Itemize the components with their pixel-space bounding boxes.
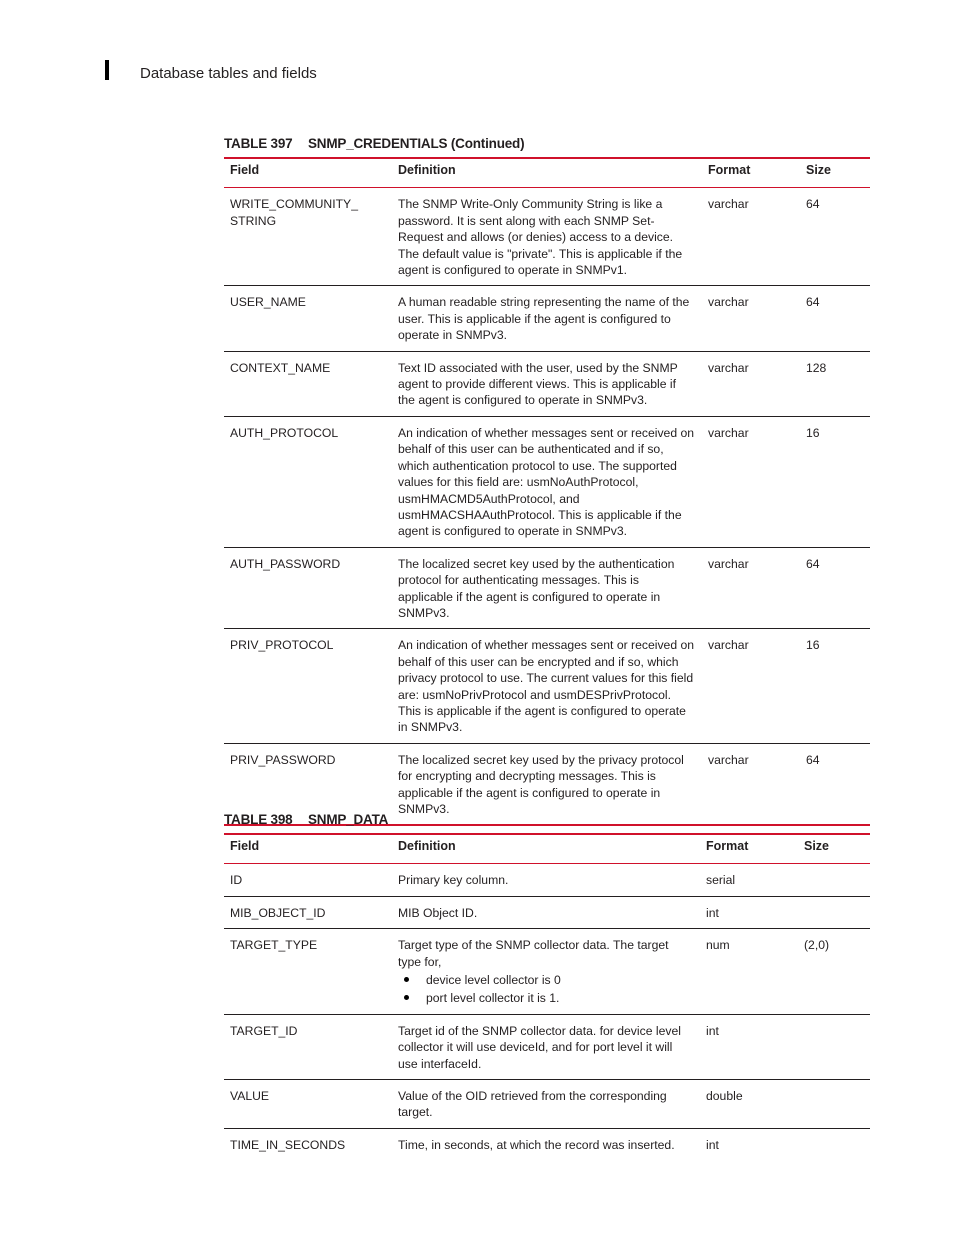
- cell-size: (2,0): [804, 938, 830, 953]
- cell-field: WRITE_COMMUNITY_ STRING: [230, 197, 358, 228]
- cell-definition: A human readable string representing the name of the user. This is applicable if the agent is configured to operate in SNMPv3.: [398, 295, 690, 343]
- table-397-title: SNMP_CREDENTIALS (Continued): [308, 136, 525, 151]
- cell-definition: Value of the OID retrieved from the corresponding target.: [398, 1089, 667, 1120]
- column-header-size: Size: [806, 163, 832, 177]
- cell-format: int: [706, 1023, 719, 1038]
- table-row: [224, 351, 870, 416]
- cell-field: PRIV_PROTOCOL: [230, 638, 334, 653]
- cell-format: int: [706, 905, 719, 920]
- column-header-field: Field: [230, 163, 260, 177]
- cell-definition: Primary key column.: [398, 873, 509, 888]
- cell-format: varchar: [708, 556, 749, 571]
- column-header-field: Field: [230, 839, 260, 853]
- cell-field: PRIV_PASSWORD: [230, 752, 336, 767]
- cell-field: TARGET_ID: [230, 1023, 298, 1038]
- table-398-header-row: [224, 834, 870, 864]
- cell-size: 64: [806, 556, 820, 571]
- column-header-definition: Definition: [398, 163, 456, 177]
- cell-definition: The SNMP Write-Only Community String is like a password. It is sent along with each SNMP Set-Request and allows (or denies) access to a device. The default value is "private". This is applicable if the agent is configured to operate in SNMPv1.: [398, 197, 683, 278]
- table-row: [224, 1080, 870, 1129]
- cell-size: 64: [806, 752, 820, 767]
- cell-field: TARGET_TYPE: [230, 938, 318, 953]
- cell-format: double: [706, 1089, 743, 1104]
- cell-format: varchar: [708, 295, 749, 310]
- cell-definition: Text ID associated with the user, used by the SNMP agent to provide different views. This is applicable if the agent is configured to operate in SNMPv3.: [398, 360, 678, 408]
- cell-size: [798, 864, 870, 896]
- definition-text: Target type of the SNMP collector data. The target type for,: [398, 938, 669, 969]
- table-397-number: TABLE 397: [224, 136, 293, 151]
- cell-definition: An indication of whether messages sent or received on behalf of this user can be authenticated and if so, which authentication protocol to use. The supported values for this field are: usmNoAuthProtocol, usmHMACMD5AuthProtocol, and usmHMACSHAAuthProtocol. This is applicable if the agent is configured to operate in SNMPv3.: [398, 425, 695, 539]
- cell-field: TIME_IN_SECONDS: [230, 1137, 346, 1152]
- cell-size: [798, 896, 870, 928]
- cell-size: 64: [806, 197, 820, 212]
- table-row: [224, 629, 870, 743]
- cell-field: AUTH_PROTOCOL: [230, 425, 339, 440]
- cell-field: ID: [230, 873, 243, 888]
- cell-size: [798, 1080, 870, 1129]
- table-398-caption: [224, 812, 388, 827]
- table-row: [224, 1128, 870, 1160]
- cell-field: VALUE: [230, 1089, 270, 1104]
- table-row: [224, 416, 870, 547]
- cell-size: 64: [806, 295, 820, 310]
- table-397: [224, 157, 870, 826]
- table-398-title: SNMP_DATA: [308, 812, 389, 827]
- header-margin-bar: [105, 60, 109, 80]
- bullet-list: [398, 972, 694, 1007]
- cell-format: varchar: [708, 197, 749, 212]
- cell-definition: The localized secret key used by the authentication protocol for authenticating messages. This is applicable if the agent is configured to operate in SNMPv3.: [398, 556, 675, 620]
- table-row: [224, 864, 870, 896]
- cell-format: varchar: [708, 638, 749, 653]
- column-header-format: Format: [706, 839, 749, 853]
- table-row: [224, 188, 870, 286]
- cell-definition: An indication of whether messages sent or received on behalf of this user can be encrypted and if so, which privacy protocol to use. The current values for this field are: usmNoPrivProtocol and usmDESPrivProtocol. This is applicable if the agent is configured to operate in SNMPv3.: [398, 638, 695, 735]
- table-row: [224, 286, 870, 351]
- cell-field: AUTH_PASSWORD: [230, 556, 341, 571]
- cell-format: varchar: [708, 752, 749, 767]
- cell-definition: The localized secret key used by the privacy protocol for encrypting and decrypting messages. This is applicable if the agent is configured to operate in SNMPv3.: [398, 752, 684, 816]
- cell-definition: MIB Object ID.: [398, 905, 478, 920]
- cell-format: varchar: [708, 360, 749, 375]
- column-header-size: Size: [804, 839, 830, 853]
- table-397-caption: [224, 136, 524, 151]
- column-header-format: Format: [708, 163, 751, 177]
- cell-format: varchar: [708, 425, 749, 440]
- table-row: [224, 1014, 870, 1079]
- table-row: [224, 929, 870, 1015]
- cell-field: CONTEXT_NAME: [230, 360, 331, 375]
- cell-definition: Target id of the SNMP collector data. for device level collector it will use deviceId, and for port level it will use interfaceId.: [398, 1023, 681, 1071]
- cell-field: MIB_OBJECT_ID: [230, 905, 326, 920]
- cell-size: [798, 1014, 870, 1079]
- column-header-definition: Definition: [398, 839, 456, 853]
- table-398-number: TABLE 398: [224, 812, 293, 827]
- table-row: [224, 547, 870, 629]
- cell-field: USER_NAME: [230, 295, 306, 310]
- cell-definition: Time, in seconds, at which the record was inserted.: [398, 1137, 675, 1152]
- bullet-item: device level collector is 0: [398, 972, 694, 988]
- cell-size: 16: [806, 638, 820, 653]
- table-398: [224, 833, 870, 1160]
- cell-size: 128: [806, 360, 827, 375]
- cell-definition: [392, 929, 700, 1015]
- cell-format: num: [706, 938, 730, 953]
- bullet-item: port level collector it is 1.: [398, 990, 694, 1006]
- table-row: [224, 896, 870, 928]
- cell-size: 16: [806, 425, 820, 440]
- page-header-title: Database tables and fields: [140, 65, 317, 82]
- cell-format: serial: [706, 873, 736, 888]
- cell-size: [798, 1128, 870, 1160]
- cell-format: int: [706, 1137, 719, 1152]
- table-397-header-row: [224, 158, 870, 188]
